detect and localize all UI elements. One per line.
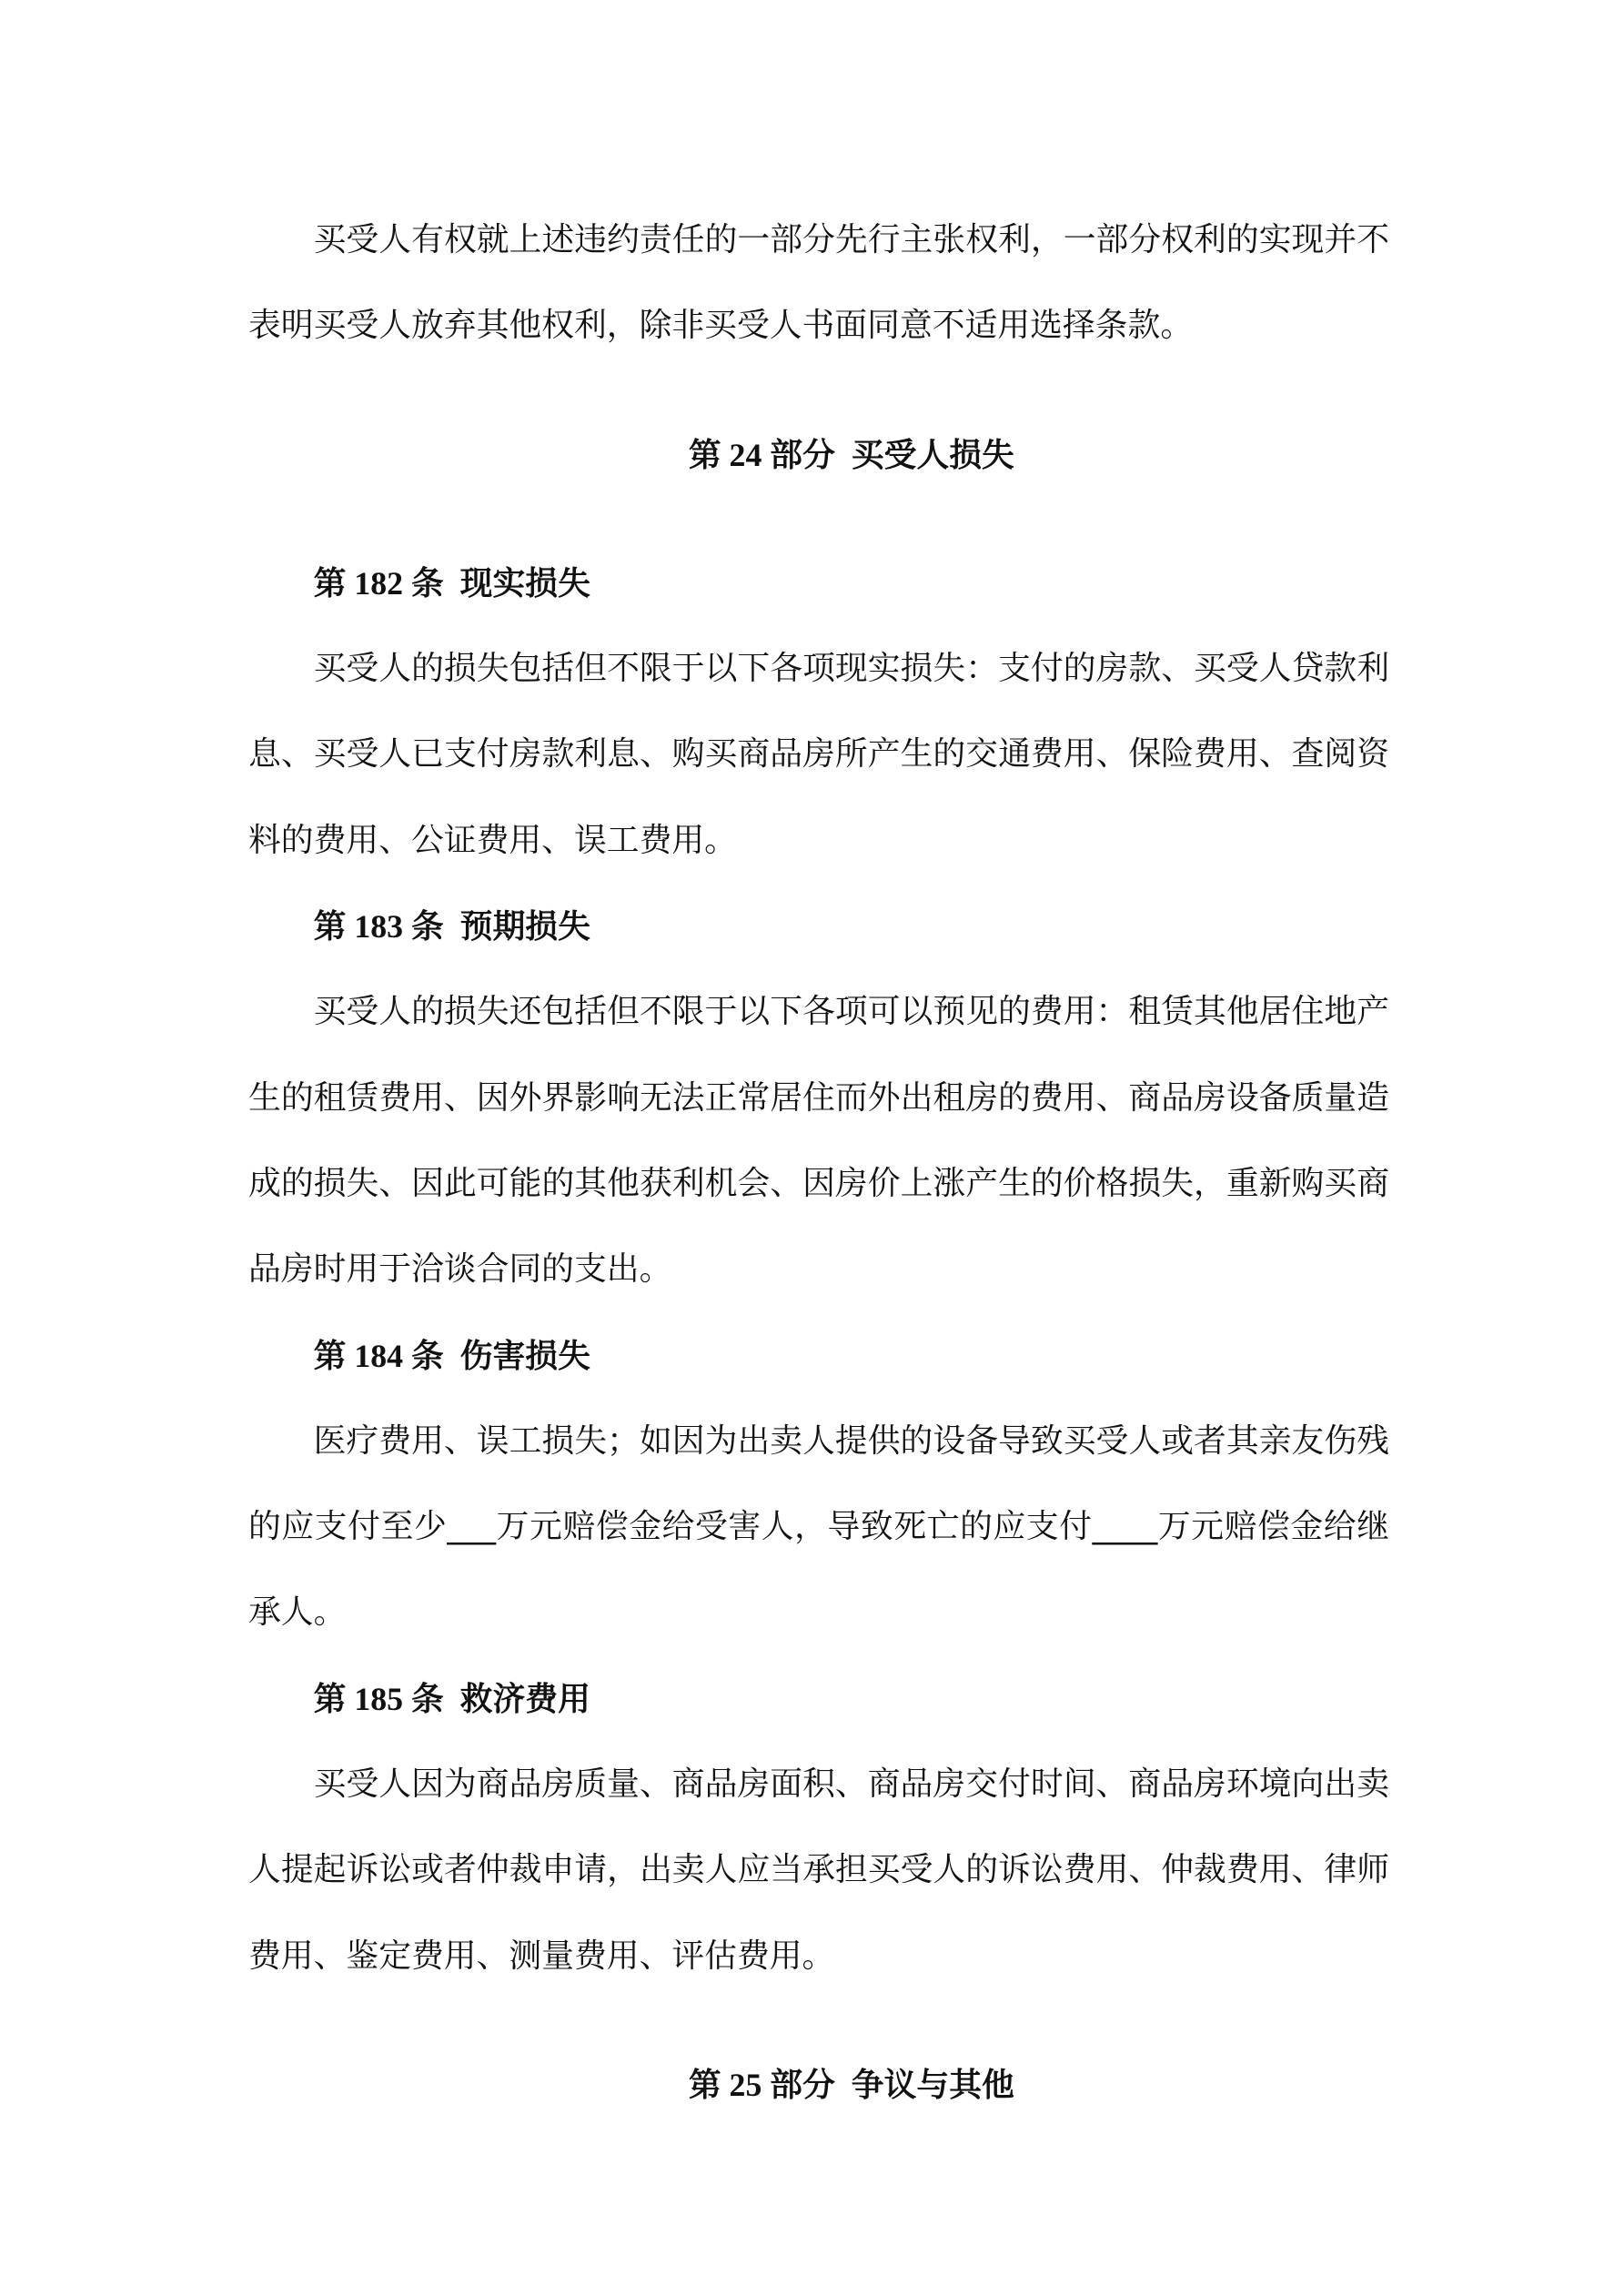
paragraph-line: 成的损失、因此可能的其他获利机会、因房价上涨产生的价格损失，重新购买商 bbox=[248, 1164, 1389, 1202]
article-184-paragraph bbox=[248, 1399, 1389, 1656]
article-182-paragraph bbox=[248, 626, 1389, 884]
article-185-title: 第 185 条 救济费用 bbox=[313, 1680, 590, 1717]
intro-paragraph bbox=[248, 197, 1389, 369]
paragraph-line: 的应支付至少___万元赔偿金给受害人，导致死亡的应支付____万元赔偿金给继 bbox=[248, 1508, 1389, 1546]
paragraph-line: 买受人的损失还包括但不限于以下各项可以预见的费用：租赁其他居住地产 bbox=[313, 993, 1389, 1031]
paragraph-line: 品房时用于洽谈合同的支出。 bbox=[248, 1250, 672, 1289]
article-182-title: 第 182 条 现实损失 bbox=[313, 564, 590, 602]
article-183-title: 第 183 条 预期损失 bbox=[313, 908, 590, 946]
article-183-paragraph bbox=[248, 969, 1389, 1312]
paragraph-line: 费用、鉴定费用、测量费用、评估费用。 bbox=[248, 1937, 835, 1975]
paragraph-line: 买受人因为商品房质量、商品房面积、商品房交付时间、商品房环境向出卖 bbox=[313, 1765, 1389, 1804]
paragraph-line: 买受人的损失包括但不限于以下各项现实损失：支付的房款、买受人贷款利 bbox=[313, 650, 1389, 688]
paragraph-line: 医疗费用、误工损失；如因为出卖人提供的设备导致买受人或者其亲友伤残 bbox=[313, 1421, 1389, 1460]
paragraph-line: 生的租赁费用、因外界影响无法正常居住而外出租房的费用、商品房设备质量造 bbox=[248, 1078, 1389, 1117]
paragraph-line: 料的费用、公证费用、误工费用。 bbox=[248, 821, 737, 859]
section-heading-25: 第 25 部分 争议与其他 bbox=[688, 2066, 1014, 2103]
paragraph-line: 表明买受人放弃其他权利，除非买受人书面同意不适用选择条款。 bbox=[248, 307, 1194, 345]
article-185-paragraph bbox=[248, 1742, 1389, 1999]
article-184-title: 第 184 条 伤害损失 bbox=[313, 1337, 590, 1374]
paragraph-line: 人提起诉讼或者仲裁申请，出卖人应当承担买受人的诉讼费用、仲裁费用、律师 bbox=[248, 1851, 1389, 1889]
paragraph-line: 买受人有权就上述违约责任的一部分先行主张权利，一部分权利的实现并不 bbox=[313, 221, 1389, 258]
paragraph-line: 息、买受人已支付房款利息、购买商品房所产生的交通费用、保险费用、查阅资 bbox=[248, 735, 1389, 774]
paragraph-line: 承人。 bbox=[248, 1593, 347, 1632]
document-body bbox=[248, 197, 1389, 2170]
section-heading-24: 第 24 部分 买受人损失 bbox=[688, 436, 1014, 473]
